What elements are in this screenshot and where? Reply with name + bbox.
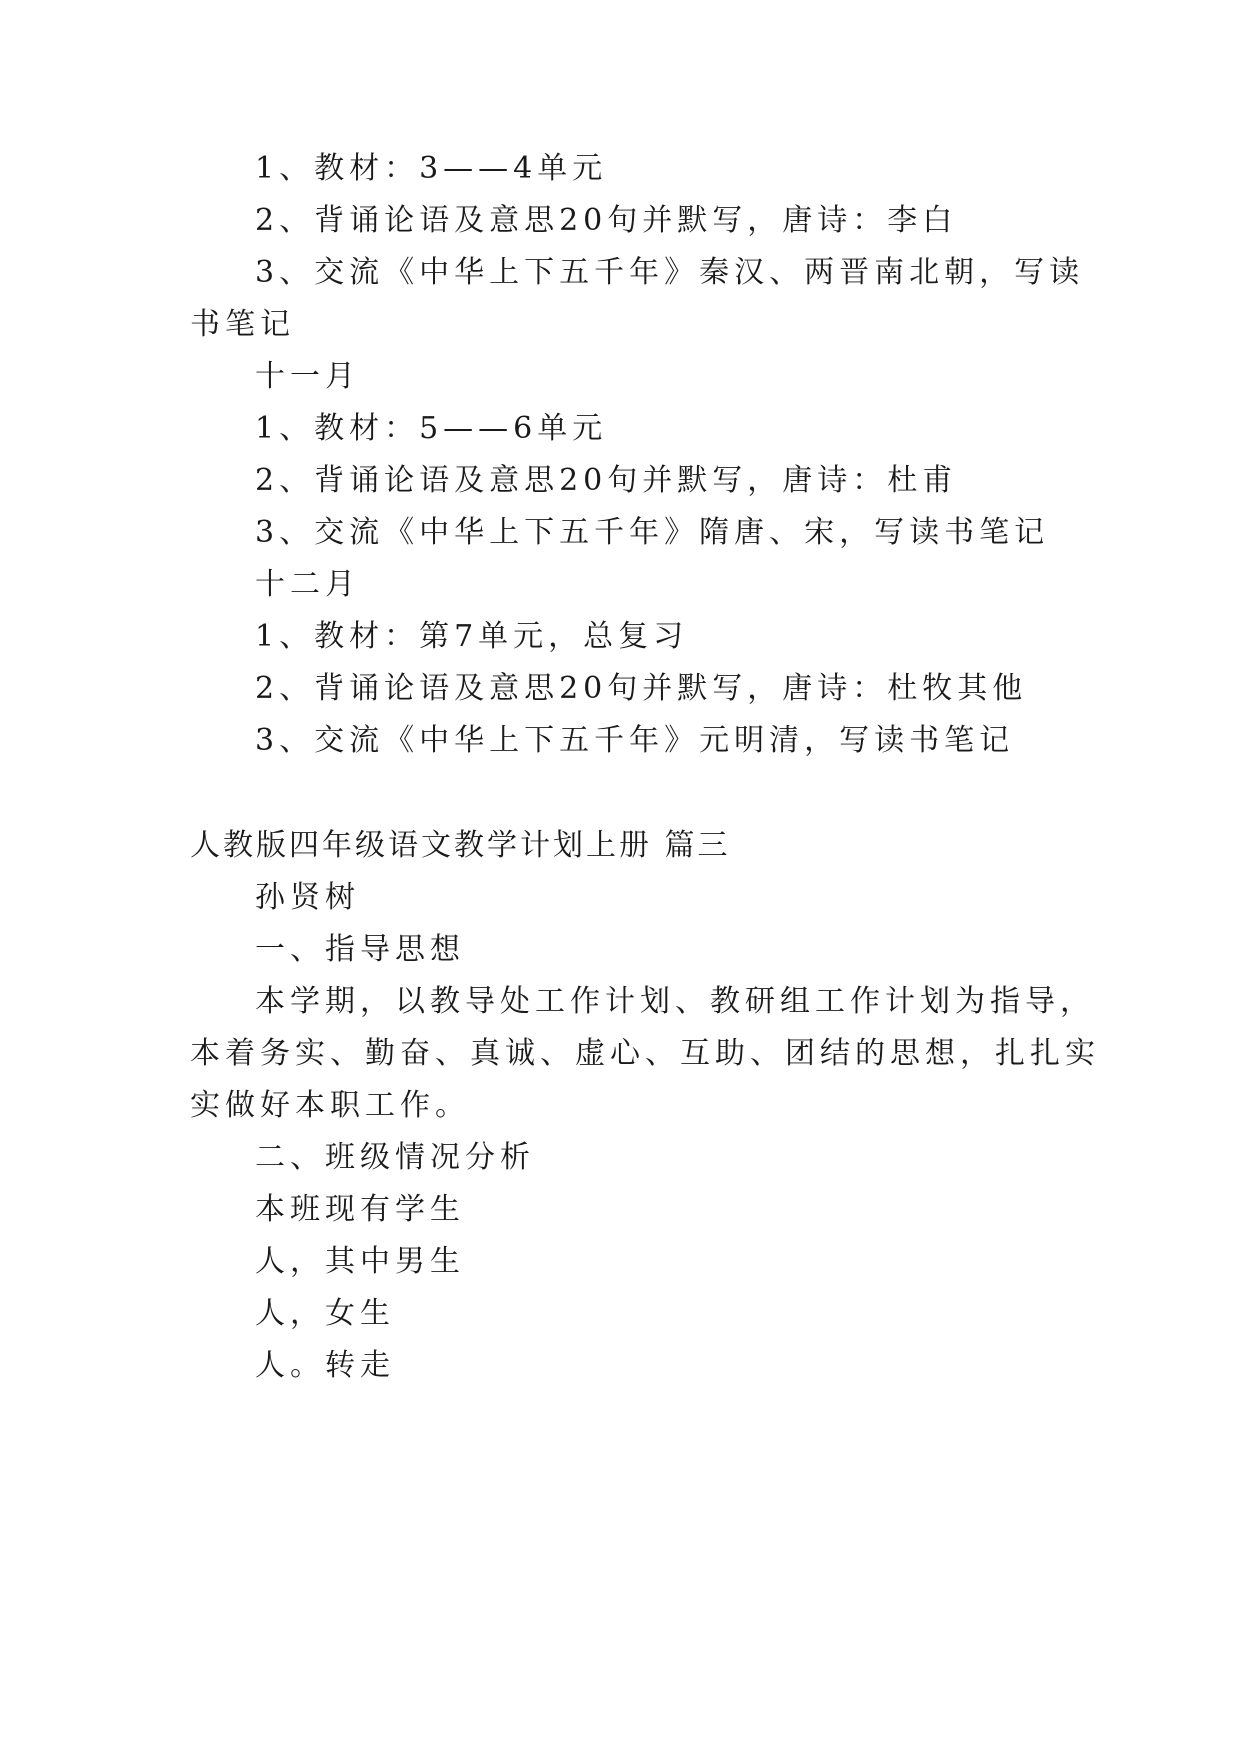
november-heading: 十一月 xyxy=(255,359,360,394)
october-item-1: 1、教材：3——4单元 xyxy=(255,151,608,186)
december-item-3: 3、交流《中华上下五千年》元明清，写读书笔记 xyxy=(255,723,1015,758)
class-analysis-line-1: 本班现有学生 xyxy=(255,1192,465,1227)
october-item-3-line-1: 3、交流《中华上下五千年》秦汉、两晋南北朝，写读 xyxy=(255,255,1085,290)
november-item-3: 3、交流《中华上下五千年》隋唐、宋，写读书笔记 xyxy=(255,515,1050,550)
class-analysis-line-3: 人，女生 xyxy=(255,1296,395,1331)
october-item-2: 2、背诵论语及意思20句并默写，唐诗：李白 xyxy=(255,203,958,238)
november-item-2: 2、背诵论语及意思20句并默写，唐诗：杜甫 xyxy=(255,463,958,498)
class-analysis-heading: 二、班级情况分析 xyxy=(255,1140,535,1175)
guiding-thought-para-line-3: 实做好本职工作。 xyxy=(190,1088,470,1123)
guiding-thought-heading: 一、指导思想 xyxy=(255,932,465,967)
section-title: 人教版四年级语文教学计划上册 篇三 xyxy=(190,828,731,863)
author-name: 孙贤树 xyxy=(255,880,360,915)
october-item-3-line-2: 书笔记 xyxy=(190,307,295,342)
class-analysis-line-4: 人。转走 xyxy=(255,1348,395,1383)
guiding-thought-para-line-2: 本着务实、勤奋、真诚、虚心、互助、团结的思想，扎扎实 xyxy=(190,1036,1100,1071)
december-item-1: 1、教材：第7单元，总复习 xyxy=(255,619,689,654)
november-item-1: 1、教材：5——6单元 xyxy=(255,411,608,446)
december-heading: 十二月 xyxy=(255,567,360,602)
december-item-2: 2、背诵论语及意思20句并默写，唐诗：杜牧其他 xyxy=(255,671,1028,706)
class-analysis-line-2: 人，其中男生 xyxy=(255,1244,465,1279)
guiding-thought-para-line-1: 本学期，以教导处工作计划、教研组工作计划为指导， xyxy=(255,984,1095,1019)
